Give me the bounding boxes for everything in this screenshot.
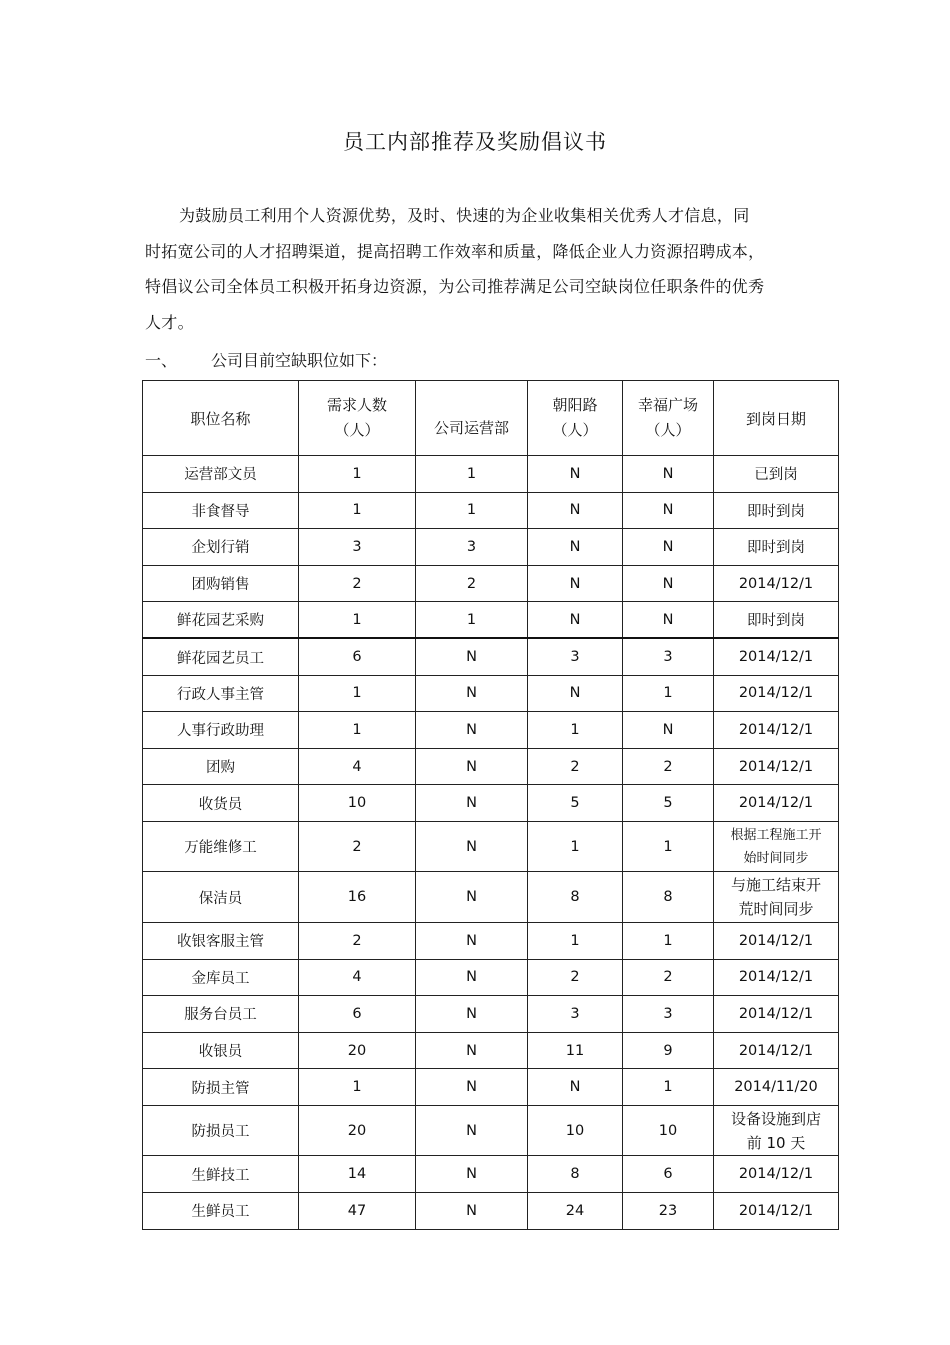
table-row bbox=[143, 492, 839, 529]
table-cell: 2014/12/1 bbox=[714, 675, 839, 712]
table-cell: 6 bbox=[623, 1156, 714, 1193]
table-cell: 1 bbox=[528, 922, 623, 959]
table-cell: N bbox=[416, 748, 528, 785]
table-cell: 3 bbox=[528, 638, 623, 675]
table-cell: N bbox=[416, 675, 528, 712]
section-heading bbox=[145, 348, 387, 371]
table-cell: 2014/12/1 bbox=[714, 638, 839, 675]
table-cell: 根据工程施工开始时间同步 bbox=[714, 821, 839, 872]
table-row bbox=[143, 456, 839, 493]
table-cell: 20 bbox=[299, 1032, 416, 1069]
table-row bbox=[143, 675, 839, 712]
table-cell: 20 bbox=[299, 1105, 416, 1156]
table-cell: 8 bbox=[528, 1156, 623, 1193]
table-row bbox=[143, 529, 839, 566]
table-cell: 1 bbox=[623, 922, 714, 959]
table-cell: 即时到岗 bbox=[714, 529, 839, 566]
table-cell: N bbox=[416, 821, 528, 872]
table-cell: 收银员 bbox=[143, 1032, 299, 1069]
header-ops bbox=[416, 381, 528, 456]
table-cell: 14 bbox=[299, 1156, 416, 1193]
header-demand-label: 需求人数（人） bbox=[326, 396, 387, 439]
table-cell: 1 bbox=[623, 675, 714, 712]
table-row bbox=[143, 602, 839, 639]
table-cell: 团购销售 bbox=[143, 565, 299, 602]
table-cell: 1 bbox=[299, 675, 416, 712]
table-cell: 2014/11/20 bbox=[714, 1069, 839, 1106]
table-row bbox=[143, 748, 839, 785]
table-cell: 2014/12/1 bbox=[714, 959, 839, 996]
table-cell: 16 bbox=[299, 872, 416, 923]
intro-text: 为鼓励员工利用个人资源优势，及时、快速的为企业收集相关优秀人才信息，同时拓宽公司的人才招聘渠道，提高招聘工作效率和质量，降低企业人力资源招聘成本，特倡议公司全体员工积极开拓身边资源，为公司推荐满足公司空缺岗位任职条件的优秀人才。 bbox=[145, 206, 765, 332]
table-cell: 收银客服主管 bbox=[143, 922, 299, 959]
table-cell: 2014/12/1 bbox=[714, 565, 839, 602]
table-cell: 防损主管 bbox=[143, 1069, 299, 1106]
table-cell: 1 bbox=[299, 492, 416, 529]
table-cell: 万能维修工 bbox=[143, 821, 299, 872]
table-row bbox=[143, 1105, 839, 1156]
header-date-label: 到岗日期 bbox=[745, 409, 806, 428]
table-row bbox=[143, 712, 839, 749]
table-cell: N bbox=[416, 872, 528, 923]
section-number: 一、 bbox=[145, 351, 178, 370]
table-cell: 47 bbox=[299, 1193, 416, 1230]
table-cell: N bbox=[528, 675, 623, 712]
table-cell: 10 bbox=[623, 1105, 714, 1156]
table-cell: 3 bbox=[623, 996, 714, 1033]
table-header-row bbox=[143, 381, 839, 456]
header-ops-label: 公司运营部 bbox=[433, 418, 509, 437]
table-cell: 3 bbox=[623, 638, 714, 675]
table-cell: 2014/12/1 bbox=[714, 1032, 839, 1069]
table-row bbox=[143, 565, 839, 602]
table-cell: 6 bbox=[299, 996, 416, 1033]
header-chaoyang bbox=[528, 381, 623, 456]
table-cell: N bbox=[623, 602, 714, 639]
table-cell: 4 bbox=[299, 959, 416, 996]
table-cell: 3 bbox=[528, 996, 623, 1033]
table-cell: 1 bbox=[623, 821, 714, 872]
table-cell: 2014/12/1 bbox=[714, 1156, 839, 1193]
table-cell: 已到岗 bbox=[714, 456, 839, 493]
table-cell: N bbox=[416, 1156, 528, 1193]
table-cell: 8 bbox=[528, 872, 623, 923]
table-cell: 服务台员工 bbox=[143, 996, 299, 1033]
table-cell: 10 bbox=[528, 1105, 623, 1156]
table-cell: 与施工结束开荒时间同步 bbox=[714, 872, 839, 923]
header-position bbox=[143, 381, 299, 456]
header-chaoyang-label: 朝阳路（人） bbox=[552, 396, 598, 439]
table-cell: 生鲜技工 bbox=[143, 1156, 299, 1193]
table-row bbox=[143, 1069, 839, 1106]
table-cell: 生鲜员工 bbox=[143, 1193, 299, 1230]
table-cell: 2 bbox=[623, 748, 714, 785]
table-cell: 运营部文员 bbox=[143, 456, 299, 493]
table-row bbox=[143, 1032, 839, 1069]
table-cell: 2 bbox=[528, 748, 623, 785]
table-cell: 2 bbox=[623, 959, 714, 996]
table-cell: 鲜花园艺采购 bbox=[143, 602, 299, 639]
table-cell: 1 bbox=[623, 1069, 714, 1106]
table-cell: 1 bbox=[416, 492, 528, 529]
table-cell: 1 bbox=[299, 456, 416, 493]
header-xingfu-label: 幸福广场（人） bbox=[637, 396, 698, 439]
table-cell: 2014/12/1 bbox=[714, 785, 839, 822]
table-cell: 1 bbox=[416, 602, 528, 639]
table-cell: N bbox=[416, 1069, 528, 1106]
table-cell: 5 bbox=[623, 785, 714, 822]
header-date bbox=[714, 381, 839, 456]
table-cell: 即时到岗 bbox=[714, 492, 839, 529]
table-cell: 1 bbox=[299, 712, 416, 749]
table-cell: 24 bbox=[528, 1193, 623, 1230]
table-cell: 收货员 bbox=[143, 785, 299, 822]
table-cell: 2014/12/1 bbox=[714, 748, 839, 785]
table-cell: 1 bbox=[528, 821, 623, 872]
table-cell: 8 bbox=[623, 872, 714, 923]
table-cell: 3 bbox=[299, 529, 416, 566]
table-cell: N bbox=[416, 1105, 528, 1156]
table-cell: 2014/12/1 bbox=[714, 712, 839, 749]
table-row bbox=[143, 638, 839, 675]
table-cell: N bbox=[528, 456, 623, 493]
table-row bbox=[143, 922, 839, 959]
table-cell: 1 bbox=[299, 602, 416, 639]
table-cell: 1 bbox=[416, 456, 528, 493]
table-cell: 保洁员 bbox=[143, 872, 299, 923]
table-cell: N bbox=[416, 785, 528, 822]
table-cell: N bbox=[623, 529, 714, 566]
intro-paragraph bbox=[145, 198, 765, 340]
table-cell: 3 bbox=[416, 529, 528, 566]
table-cell: N bbox=[416, 922, 528, 959]
header-demand bbox=[299, 381, 416, 456]
table-cell: 设备设施到店前 10 天 bbox=[714, 1105, 839, 1156]
table-row bbox=[143, 959, 839, 996]
table-cell: N bbox=[623, 712, 714, 749]
table-cell: 11 bbox=[528, 1032, 623, 1069]
table-cell: 5 bbox=[528, 785, 623, 822]
table-cell: 1 bbox=[528, 712, 623, 749]
table-cell: 2014/12/1 bbox=[714, 922, 839, 959]
table-cell: 防损员工 bbox=[143, 1105, 299, 1156]
header-position-label: 职位名称 bbox=[190, 409, 251, 428]
table-cell: 23 bbox=[623, 1193, 714, 1230]
vacancy-table bbox=[142, 380, 839, 1230]
table-cell: 企划行销 bbox=[143, 529, 299, 566]
table-cell: 2 bbox=[299, 922, 416, 959]
table-cell: N bbox=[528, 1069, 623, 1106]
table-cell: 行政人事主管 bbox=[143, 675, 299, 712]
table-cell: N bbox=[528, 492, 623, 529]
table-row bbox=[143, 1193, 839, 1230]
table-cell: 2 bbox=[416, 565, 528, 602]
table-cell: 2014/12/1 bbox=[714, 1193, 839, 1230]
table-cell: 鲜花园艺员工 bbox=[143, 638, 299, 675]
table-row bbox=[143, 785, 839, 822]
table-cell: 非食督导 bbox=[143, 492, 299, 529]
table-cell: 金库员工 bbox=[143, 959, 299, 996]
table-cell: N bbox=[416, 712, 528, 749]
table-cell: 人事行政助理 bbox=[143, 712, 299, 749]
table-cell: N bbox=[623, 456, 714, 493]
table-cell: N bbox=[623, 492, 714, 529]
section-text: 公司目前空缺职位如下： bbox=[211, 351, 388, 370]
table-row bbox=[143, 821, 839, 872]
table-cell: 10 bbox=[299, 785, 416, 822]
table-cell: N bbox=[528, 529, 623, 566]
table-cell: N bbox=[416, 996, 528, 1033]
table-cell: 9 bbox=[623, 1032, 714, 1069]
table-cell: 1 bbox=[299, 1069, 416, 1106]
table-row bbox=[143, 872, 839, 923]
table-cell: 2014/12/1 bbox=[714, 996, 839, 1033]
table-cell: 2 bbox=[299, 565, 416, 602]
header-xingfu bbox=[623, 381, 714, 456]
table-cell: N bbox=[528, 602, 623, 639]
table-cell: 2 bbox=[299, 821, 416, 872]
table-cell: 团购 bbox=[143, 748, 299, 785]
table-cell: N bbox=[416, 1032, 528, 1069]
table-cell: N bbox=[416, 1193, 528, 1230]
document-title: 员工内部推荐及奖励倡议书 bbox=[343, 130, 607, 154]
table-row bbox=[143, 1156, 839, 1193]
table-body bbox=[143, 456, 839, 1230]
table-cell: 6 bbox=[299, 638, 416, 675]
table-cell: 2 bbox=[528, 959, 623, 996]
table-cell: N bbox=[528, 565, 623, 602]
table-cell: N bbox=[623, 565, 714, 602]
table-row bbox=[143, 996, 839, 1033]
table-cell: N bbox=[416, 638, 528, 675]
table-cell: 4 bbox=[299, 748, 416, 785]
table-cell: N bbox=[416, 959, 528, 996]
table-cell: 即时到岗 bbox=[714, 602, 839, 639]
